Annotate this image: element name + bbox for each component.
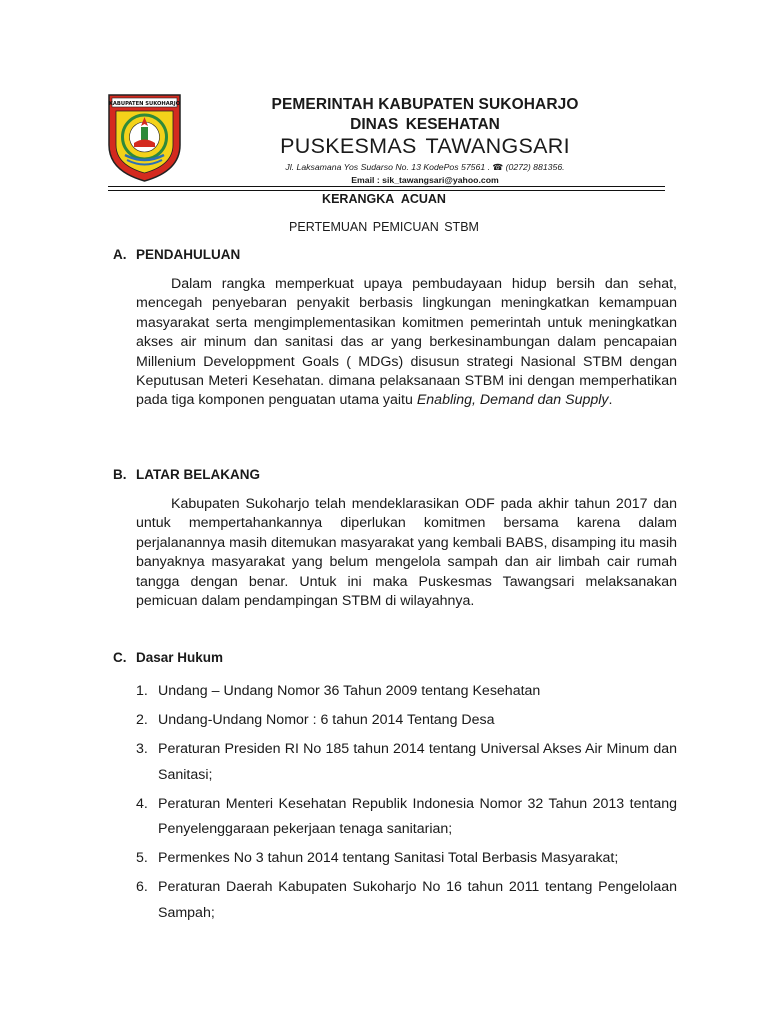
letterhead-email: Email : sik_tawangsari@yahoo.com [351,175,499,185]
letterhead-department: DINAS KESEHATAN [350,116,500,133]
letterhead-institution: PUSKESMAS TAWANGSARI [280,134,570,158]
section-b-paragraph: Kabupaten Sukoharjo telah mendeklarasikan ODF pada akhir tahun 2017 dan untuk mempertahankannya diperlukan komitmen bersama karena dalam perjalanannya masih ditemukan masyarakat yang kembali BABS, disamping itu masih banyaknya masyarakat yang belum mengelola sampah dan air limbah cair rumah tangga dengan benar. Untuk ini maka Puskesmas Tawangsari melaksanakan pemicuan dalam pendampingan STBM di wilayahnya. [136,496,677,610]
section-title: LATAR BELAKANG [136,467,260,482]
section-title: Dasar Hukum [136,650,224,665]
list-item: 5. Permenkes No 3 tahun 2014 tentang Sanitasi Total Berbasis Masyarakat; [136,850,619,866]
section-c-heading [113,650,223,665]
list-item: 1. Undang – Undang Nomor 36 Tahun 2009 tentang Kesehatan [136,683,541,699]
section-a-heading [113,247,240,262]
kabupaten-sukoharjo-emblem [107,93,182,183]
section-a-paragraph: Dalam rangka memperkuat upaya pembudayaan hidup bersih dan sehat, mencegah penyebaran penyakit berbasis lingkungan meningkatkan kemampuan masyarakat serta mengimplementasikan komitmen pemerintah untuk meningkatkan akses air minum dan sanitasi das ar yang berkesinambungan dalam pencapaian Millenium Developpment Goals ( MDGs) disusun strategi Nasional STBM dengan Keputusan Meteri Kesehatan. dimana pelaksanaan STBM ini dengan memperhatikan pada tiga komponen penguatan utama yaitu Enabling, Demand dan Supply. [136,276,677,409]
list-item: 2. Undang-Undang Nomor : 6 tahun 2014 Tentang Desa [136,712,495,728]
letterhead-divider-thick [108,186,665,187]
list-item: 3. Peraturan Presiden RI No 185 tahun 2014 tentang Universal Akses Air Minum dan Sanitasi; [136,741,677,783]
list-item: 4. Peraturan Menteri Kesehatan Republik Indonesia Nomor 32 Tahun 2013 tentang Penyelenggaraan pekerjaan tenaga sanitarian; [136,795,677,837]
section-b-heading [113,467,260,482]
section-letter: C. [113,650,127,665]
document-title: KERANGKA ACUAN [322,192,446,206]
document-subtitle: PERTEMUAN PEMICUAN STBM [289,220,479,234]
letterhead-government: PEMERINTAH KABUPATEN SUKOHARJO [271,96,579,113]
section-letter: A. [113,247,127,262]
emphasis-text: Enabling, Demand dan Supply [416,392,609,409]
letterhead-divider-thin [108,190,665,191]
legal-basis-list [136,679,677,930]
letterhead-address: Jl. Laksamana Yos Sudarso No. 13 KodePos 57561 . ☎ (0272) 881356. [285,162,565,172]
svg-text:KABUPATEN SUKOHARJO: KABUPATEN SUKOHARJO [108,101,181,107]
section-letter: B. [113,467,127,482]
list-item: 6. Peraturan Daerah Kabupaten Sukoharjo No 16 tahun 2011 tentang Pengelolaan Sampah; [136,879,677,921]
section-title: PENDAHULUAN [136,247,241,262]
